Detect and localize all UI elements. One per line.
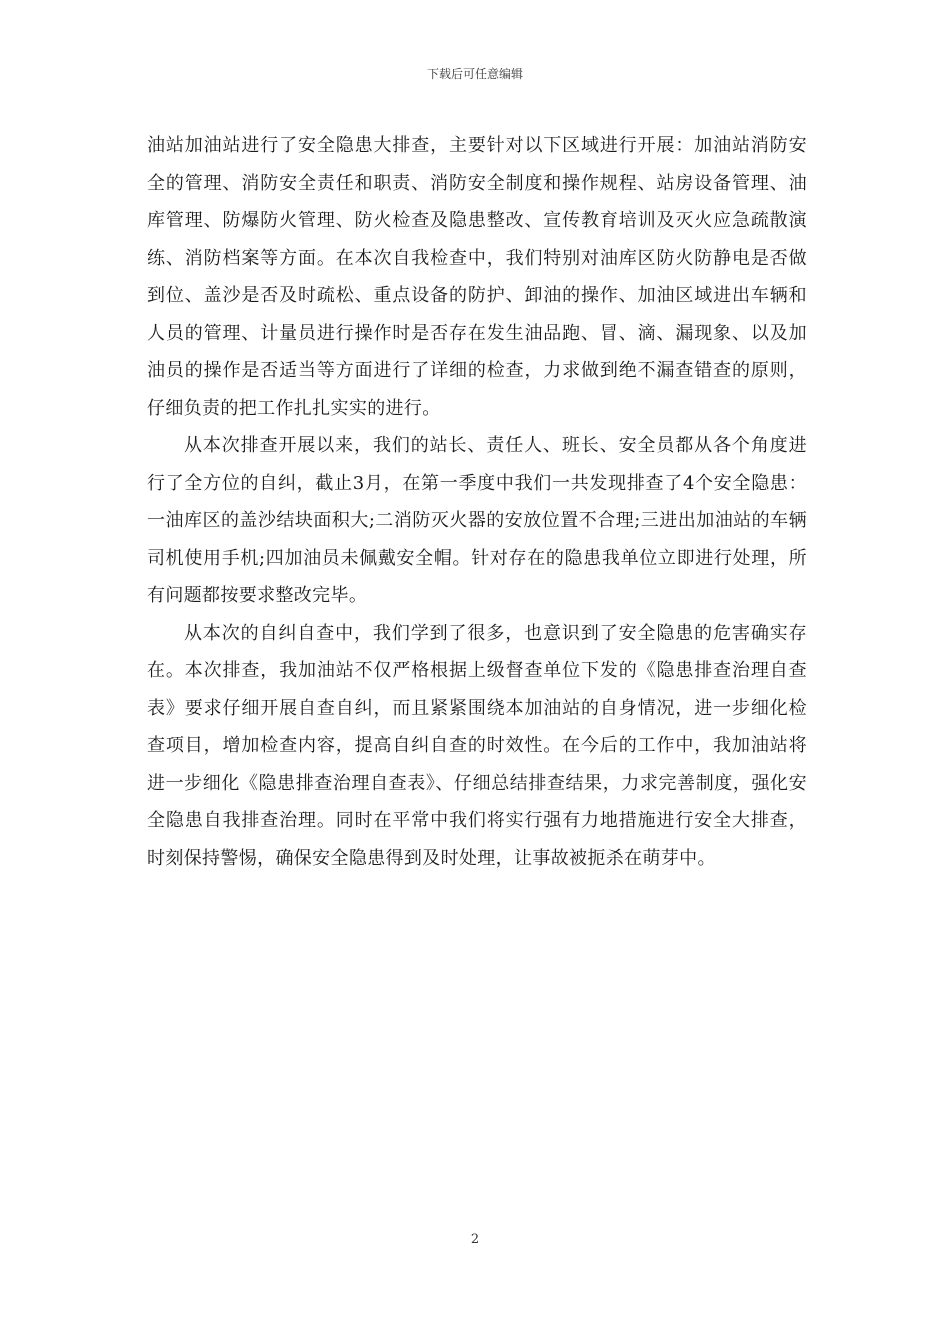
body-paragraph-2: 从本次排查开展以来，我们的站长、责任人、班长、安全员都从各个角度进行了全方位的自纠，截止3月，在第一季度中我们一共发现排查了4个安全隐患：一油库区的盖沙结块面积大;二消防灭火器的安放位置不合理;三进出加油站的车辆司机使用手机;四加油员未佩戴安全帽。针对存在的隐患我单位立即进行处理，所有问题都按要求整改完毕。 <box>147 435 807 606</box>
body-paragraph-1: 油站加油站进行了安全隐患大排查，主要针对以下区域进行开展：加油站消防安全的管理、消防安全责任和职责、消防安全制度和操作规程、站房设备管理、油库管理、防爆防火管理、防火检查及隐患整改、宣传教育培训及灭火应急疏散演练、消防档案等方面。在本次自我检查中，我们特别对油库区防火防静电是否做到位、盖沙是否及时疏松、重点设备的防护、卸油的操作、加油区域进出车辆和人员的管理、计量员进行操作时是否存在发生油品跑、冒、滴、漏现象、以及加油员的操作是否适当等方面进行了详细的检查，力求做到绝不漏查错查的原则，仔细负责的把工作扎扎实实的进行。 <box>147 135 807 419</box>
body-paragraph-3: 从本次的自纠自查中，我们学到了很多，也意识到了安全隐患的危害确实存在。本次排查，我加油站不仅严格根据上级督查单位下发的《隐患排查治理自查表》要求仔细开展自查自纠，而且紧紧围绕本加油站的自身情况，进一步细化检查项目，增加检查内容，提高自纠自查的时效性。在今后的工作中，我加油站将进一步细化《隐患排查治理自查表》、仔细总结排查结果，力求完善制度，强化安全隐患自我排查治理。同时在平常中我们将实行强有力地措施进行安全大排查，时刻保持警惕，确保安全隐患得到及时处理，让事故被扼杀在萌芽中。 <box>147 622 807 869</box>
page-number: 2 <box>470 1232 480 1247</box>
page-header: 下载后可任意编辑 <box>426 67 523 81</box>
document-body <box>147 127 807 877</box>
